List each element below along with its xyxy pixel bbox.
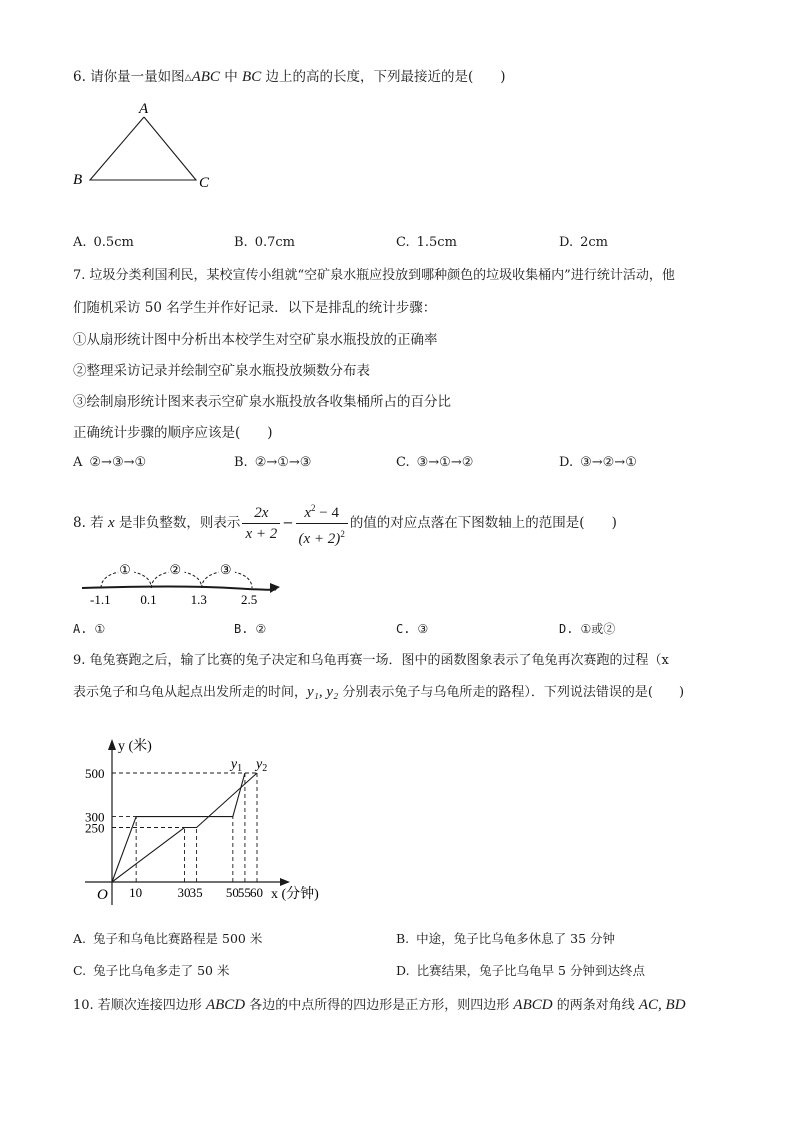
option-label: D. <box>396 963 410 978</box>
option-text: ② <box>255 622 267 636</box>
q9-option-d[interactable] <box>396 962 645 980</box>
option-label: D. <box>559 235 574 250</box>
q10-stem-prefix: 10. 若顺次连接四边形 <box>73 998 202 1013</box>
q8-option-a[interactable] <box>73 620 105 638</box>
option-label: A. <box>73 622 88 636</box>
option-label: A. <box>73 931 87 946</box>
x-axis-arrow-icon <box>280 878 290 886</box>
option-label: D. <box>559 455 574 470</box>
side-name: BC <box>242 69 262 85</box>
q9-stem-line1: 9. 龟兔赛跑之后，输了比赛的兔子决定和乌龟再赛一场．图中的函数图象表示了龟兔再次赛跑的过程（x <box>73 653 669 668</box>
number-line-tick-label: -1.1 <box>90 592 111 607</box>
minus-sign: − <box>282 515 294 531</box>
option-text: ③ <box>417 622 429 636</box>
q7-option-a[interactable] <box>73 454 146 472</box>
number-line-arrow-icon <box>270 583 280 593</box>
option-text: 1.5cm <box>416 235 457 250</box>
option-text: 兔子比乌龟多走了 50 米 <box>93 963 230 978</box>
option-label: B. <box>234 455 248 470</box>
option-label: C. <box>396 455 410 470</box>
q10-stem <box>73 996 686 1015</box>
q9-option-c[interactable] <box>73 962 229 980</box>
frac1-denominator: x + 2 <box>245 526 278 542</box>
number-line-tick-label: 2.5 <box>241 592 258 607</box>
q8-var: x <box>107 515 115 531</box>
q9-option-a[interactable] <box>73 930 262 948</box>
fraction-1 <box>242 503 280 544</box>
vertex-a-label: A <box>139 101 149 117</box>
q6-stem-mid: 中 <box>224 69 238 85</box>
q8-stem-suffix: 的值的对应点落在下图数轴上的范围是( ) <box>349 515 617 531</box>
y-axis-label: y (米) <box>118 739 152 754</box>
q6-stem-suffix: 边上的高的长度，下列最接近的是( ) <box>265 69 506 85</box>
q9-option-b[interactable] <box>396 930 615 948</box>
q8-option-d[interactable] <box>559 620 615 638</box>
q6-triangle-figure <box>60 95 230 195</box>
option-label: B. <box>396 931 410 946</box>
vertex-c-label: C <box>199 175 210 191</box>
option-label: C. <box>396 235 410 250</box>
option-text: 比赛结果，兔子比乌龟早 5 分钟到达终点 <box>416 963 645 978</box>
q6-stem-prefix: 6. 请你量一量如图 <box>73 69 185 85</box>
q10-stem-suffix: 的两条对角线 <box>556 998 635 1013</box>
quad-name-1: ABCD <box>205 997 246 1013</box>
q8-stem-prefix: 8. 若 <box>73 515 104 531</box>
q6-option-d[interactable] <box>559 234 608 252</box>
quad-name-2: ABCD <box>513 997 553 1013</box>
q7-step-1: ①从扇形统计图中分析出本校学生对空矿泉水瓶投放的正确率 <box>73 332 438 348</box>
x-tick-label: 50 <box>225 885 239 900</box>
y-tick-label: 500 <box>85 766 105 781</box>
option-label: A. <box>73 235 87 250</box>
frac2-num-exp: 2 <box>311 503 316 513</box>
triangle-outline <box>90 117 196 180</box>
q6-option-a[interactable] <box>73 234 134 252</box>
triangle-symbol: △ <box>184 73 192 83</box>
x-tick-label: 30 <box>177 885 191 900</box>
q7-stem-line1: 7. 垃圾分类利国利民，某校宣传小组就“空矿泉水瓶应投放到哪种颜色的垃圾收集桶内”进行统计活动，他 <box>73 268 675 283</box>
q7-option-b[interactable] <box>234 454 311 472</box>
option-text: 0.5cm <box>93 235 134 250</box>
q10-stem-mid: 各边的中点所得的四边形是正方形，则四边形 <box>249 998 510 1013</box>
option-text: ②→①→③ <box>254 455 312 470</box>
q9-stem-line2 <box>73 683 684 702</box>
option-label: A <box>73 455 83 470</box>
option-text: ①或② <box>580 622 616 636</box>
q7-question: 正确统计步骤的顺序应该是( ) <box>73 425 273 441</box>
q7-option-c[interactable] <box>396 454 473 472</box>
number-line-tick-label: 0.1 <box>140 592 157 607</box>
triangle-name: ABC <box>191 69 220 85</box>
q8-stem <box>73 498 617 549</box>
number-line-axis <box>82 587 275 590</box>
option-text: ③→①→② <box>416 455 474 470</box>
y-axis-arrow-icon <box>108 739 116 750</box>
x-tick-label: 55 <box>237 885 251 900</box>
range-label: ① <box>119 562 131 577</box>
q9-stem-line2-prefix: 表示兔子和乌龟从起点出发所走的时间， <box>73 685 308 700</box>
series-label: $y_1$ <box>230 757 243 774</box>
option-label: C. <box>396 622 411 636</box>
series-line-y2 <box>112 773 257 882</box>
option-label: B. <box>234 235 248 250</box>
q6-stem <box>73 68 506 87</box>
frac1-numerator: 2x <box>254 505 269 521</box>
range-label: ③ <box>219 562 232 577</box>
option-text: 中途，兔子比乌龟多休息了 35 分钟 <box>416 931 616 946</box>
y-tick-label: 300 <box>85 809 105 825</box>
frac2-num-base: x <box>304 505 312 521</box>
option-label: C. <box>73 963 87 978</box>
option-text: 0.7cm <box>254 235 295 250</box>
x-axis-label: x (分钟) <box>271 887 319 902</box>
q8-stem-mid: 是非负整数，则表示 <box>118 515 241 531</box>
series-line-y1 <box>112 773 245 882</box>
option-label: D. <box>559 622 574 636</box>
option-text: ③→②→① <box>580 455 637 470</box>
number-line-tick-label: 1.3 <box>190 592 207 607</box>
option-text: 2cm <box>580 235 608 250</box>
x-tick-label: 60 <box>250 885 263 900</box>
frac2-den-base: (x + 2) <box>298 531 341 547</box>
q7-option-d[interactable] <box>559 454 637 472</box>
x-tick-label: 35 <box>189 885 203 900</box>
x-tick-label: 10 <box>129 885 143 900</box>
q6-option-c[interactable] <box>396 234 457 252</box>
frac2-den-exp: 2 <box>340 529 345 539</box>
q8-number-line <box>70 555 300 615</box>
option-label: B. <box>234 622 249 636</box>
q9-stem-line2-suffix: 分别表示兔子与乌龟所走的路程）．下列说法错误的是( ) <box>342 685 685 700</box>
range-label: ② <box>169 562 182 577</box>
option-text: ① <box>94 622 106 636</box>
series-label: $y_2$ <box>256 757 268 774</box>
q8-option-b[interactable] <box>234 620 266 638</box>
origin-label: O <box>97 887 108 903</box>
option-text: 兔子和乌龟比赛路程是 500 米 <box>93 931 263 946</box>
q7-step-2: ②整理采访记录并绘制空矿泉水瓶投放频数分布表 <box>73 363 370 379</box>
fraction-2 <box>296 498 348 549</box>
q7-stem-line2: 们随机采访 50 名学生并作好记录．以下是排乱的统计步骤： <box>73 300 437 316</box>
q6-option-b[interactable] <box>234 234 295 252</box>
y-tick-label: 250 <box>85 820 105 836</box>
q7-step-3: ③绘制扇形统计图来表示空矿泉水瓶投放各收集桶所占的百分比 <box>73 394 451 410</box>
diagonals: AC, BD <box>638 997 686 1013</box>
frac2-num-rest: − 4 <box>315 505 339 521</box>
q8-option-c[interactable] <box>396 620 428 638</box>
option-text: ②→③→① <box>89 455 147 470</box>
vertex-b-label: B <box>73 172 83 188</box>
q9-vars: y₁, y₂ <box>307 684 339 700</box>
